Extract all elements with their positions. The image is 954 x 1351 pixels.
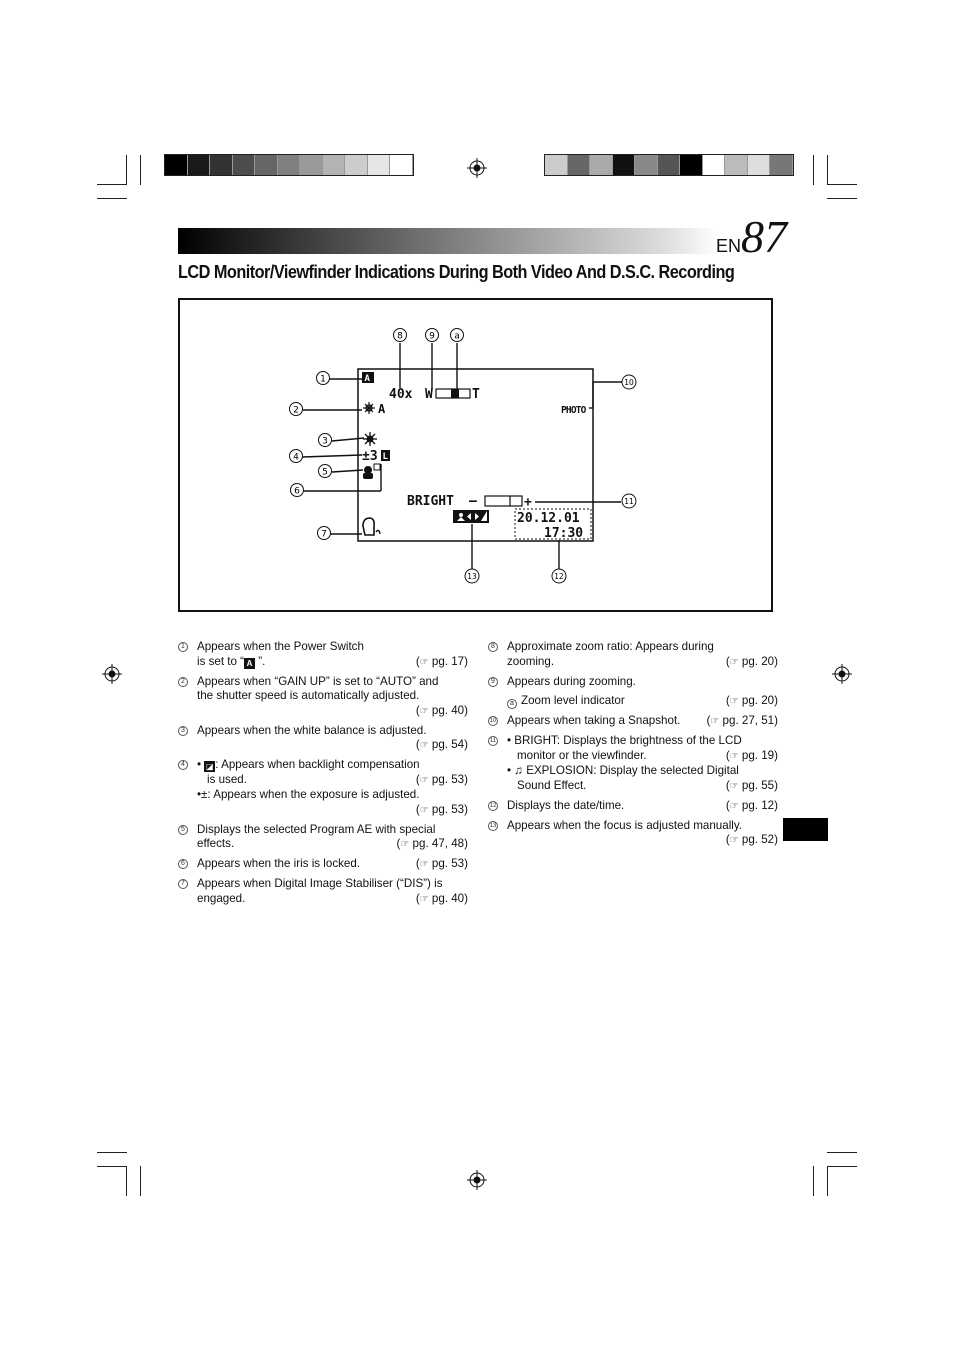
pointing-hand-icon: ☞ [400, 839, 410, 850]
page-ref: (☞ pg. 40) [415, 891, 468, 905]
iris-lock-letter: L [382, 452, 388, 462]
pointing-hand-icon: ☞ [419, 859, 429, 870]
legend-item-12 [488, 799, 778, 815]
item-number: 8 [488, 642, 498, 652]
item-text: the shutter speed is automatically adjusted. [197, 689, 420, 702]
crop-mark [827, 198, 857, 199]
item-number: 3 [178, 726, 188, 736]
crop-mark [97, 1166, 127, 1167]
item-number: 5 [178, 825, 188, 835]
item-number: 9 [488, 677, 498, 687]
auto-mode-icon: A [244, 658, 255, 669]
crop-mark [140, 155, 141, 185]
legend-item-7 [178, 877, 468, 907]
auto-icon-letter: A [364, 374, 370, 384]
registration-mark-icon [467, 1170, 487, 1190]
pointing-hand-icon: ☞ [729, 800, 739, 812]
item-number: 1 [178, 642, 188, 652]
bright-minus: – [469, 494, 477, 509]
gain-auto-letter: A [378, 402, 386, 416]
color-bar-right [544, 154, 794, 176]
pointing-hand-icon: ☞ [419, 656, 429, 668]
pointing-hand-icon: ☞ [729, 696, 739, 707]
item-number: 4 [178, 760, 188, 770]
page-ref: (☞ pg. 17) [415, 654, 468, 668]
page-ref: (☞ pg. 54) [415, 738, 468, 751]
crop-mark [97, 1152, 127, 1153]
item-text: Displays the date/time. [507, 798, 625, 812]
item-number: 6 [178, 859, 188, 869]
legend-item-11 [488, 734, 778, 794]
callout-3: 3 [322, 436, 328, 447]
item-text: a Zoom level indicator [507, 694, 625, 710]
callout-10: 10 [624, 378, 634, 387]
pointing-hand-icon: ☞ [729, 835, 739, 846]
item-text: engaged. [197, 891, 246, 905]
lang-prefix: EN [716, 236, 742, 256]
crop-mark [126, 155, 127, 185]
callout-8: 8 [397, 331, 403, 342]
callout-11: 11 [624, 497, 634, 506]
item-text: is set to “ A ”. [197, 654, 266, 668]
white-balance-icon [363, 432, 377, 446]
crop-mark [813, 1166, 814, 1196]
legend-item-8 [488, 640, 778, 670]
legend-item-10 [488, 714, 778, 730]
time-text: 17:30 [544, 526, 584, 541]
legend-item-5 [178, 823, 468, 853]
callout-6: 6 [294, 486, 300, 497]
legend-item-13 [488, 819, 778, 849]
callout-13: 13 [467, 572, 477, 581]
callout-9: 9 [429, 331, 435, 342]
item-text: Appears when “GAIN UP” is set to “AUTO” and [197, 674, 439, 688]
item-text: Appears during zooming. [507, 674, 636, 688]
legend-item-9 [488, 675, 778, 710]
music-note-icon: ♫ [514, 764, 523, 777]
bright-label: BRIGHT [407, 494, 454, 509]
pointing-hand-icon: ☞ [710, 716, 720, 727]
date-text: 20.12.01 [517, 511, 580, 526]
registration-mark-icon [102, 664, 122, 684]
item-text: Appears when taking a Snapshot. [507, 714, 681, 727]
pointing-hand-icon: ☞ [729, 656, 739, 668]
pointing-hand-icon: ☞ [419, 705, 429, 717]
page-ref: (☞ pg. 12) [725, 798, 778, 812]
page-ref: (☞ pg. 27, 51) [706, 714, 778, 727]
page-ref: (☞ pg. 53) [415, 802, 468, 816]
color-bar-left [164, 154, 414, 176]
diagram-frame [178, 298, 773, 612]
lcd-diagram [180, 300, 771, 610]
page-ref: (☞ pg. 53) [415, 772, 468, 786]
item-text: Appears when the focus is adjusted manually. [507, 818, 743, 832]
page-ref: (☞ pg. 40) [415, 703, 468, 717]
page-title: LCD Monitor/Viewfinder Indications During Both Video And D.S.C. Recording [178, 261, 735, 282]
header-gradient-bar [178, 228, 718, 254]
legend-item-1 [178, 640, 468, 670]
pointing-hand-icon: ☞ [729, 780, 739, 792]
item-number: 13 [489, 822, 497, 829]
zoom-w: W [425, 387, 433, 402]
page-ref: (☞ pg. 53) [415, 857, 468, 870]
zoom-t: T [472, 387, 480, 402]
legend-left [178, 640, 468, 912]
page-ref: (☞ pg. 20) [725, 654, 778, 668]
crop-mark [126, 1166, 127, 1196]
sub-item-number: a [507, 699, 517, 709]
item-text: •±: Appears when the exposure is adjusted. [197, 788, 420, 801]
registration-mark-icon [832, 664, 852, 684]
item-text: Displays the selected Program AE with special [197, 822, 436, 836]
section-tab [783, 818, 828, 841]
zoom-level-indicator [451, 389, 459, 398]
callout-a: a [454, 331, 460, 342]
crop-mark [813, 155, 814, 185]
focus-icon [453, 510, 489, 523]
item-number: 2 [178, 677, 188, 687]
item-number: 12 [489, 802, 497, 809]
legend-item-4 [178, 758, 468, 818]
crop-mark [140, 1166, 141, 1196]
crop-mark [827, 184, 857, 185]
item-text: Approximate zoom ratio: Appears during [507, 640, 714, 653]
item-text: Appears when the white balance is adjusted. [197, 723, 427, 737]
legend-item-6 [178, 857, 468, 873]
item-text: Appears when the iris is locked. [197, 857, 361, 870]
crop-mark [827, 1166, 857, 1167]
item-text: Sound Effect. [517, 778, 587, 792]
pointing-hand-icon: ☞ [419, 804, 429, 816]
item-text: effects. [197, 837, 235, 850]
pointing-hand-icon: ☞ [419, 774, 429, 786]
pointing-hand-icon: ☞ [729, 750, 739, 762]
legend-item-3 [178, 724, 468, 754]
legend-right [488, 640, 778, 853]
item-text: Appears when the Power Switch [197, 640, 364, 653]
item-text: zooming. [507, 654, 555, 668]
item-text: Appears when Digital Image Stabiliser (“DIS”) is [197, 877, 443, 890]
callout-7: 7 [321, 529, 327, 540]
item-number: 10 [489, 718, 497, 724]
item-number: 7 [178, 879, 188, 889]
callout-4: 4 [293, 452, 299, 463]
item-text: • ◪ : Appears when backlight compensation [197, 758, 420, 771]
item-text: is used. [207, 772, 247, 786]
page-ref: (☞ pg. 20) [725, 694, 778, 707]
callout-1: 1 [320, 374, 326, 385]
page-ref: (☞ pg. 55) [725, 778, 778, 792]
exposure-value: ±3 [362, 449, 378, 464]
item-number: 11 [489, 738, 497, 744]
zoom-ratio: 40x [389, 387, 413, 402]
crop-mark [827, 155, 828, 185]
item-text: • BRIGHT: Displays the brightness of the LCD [507, 734, 742, 747]
page-number-value: 87 [741, 211, 788, 262]
registration-mark-icon [467, 158, 487, 178]
bright-bar [485, 496, 522, 506]
photo-indicator: PHOTO [561, 405, 586, 416]
callout-12: 12 [554, 572, 564, 581]
backlight-icon: ◪ [206, 762, 214, 771]
callout-5: 5 [322, 467, 328, 478]
crop-mark [97, 198, 127, 199]
pointing-hand-icon: ☞ [419, 893, 429, 905]
page-ref: (☞ pg. 52) [725, 833, 778, 846]
item-text: • ♫ EXPLOSION: Display the selected Digital [507, 764, 739, 777]
callout-2: 2 [293, 405, 299, 416]
pointing-hand-icon: ☞ [419, 740, 429, 751]
page-ref: (☞ pg. 47, 48) [396, 837, 468, 850]
bright-plus: + [524, 495, 532, 510]
page-ref: (☞ pg. 19) [725, 748, 778, 762]
legend-item-2 [178, 675, 468, 720]
item-text: monitor or the viewfinder. [517, 748, 647, 762]
crop-mark [827, 1152, 857, 1153]
crop-mark [97, 184, 127, 185]
crop-mark [827, 1166, 828, 1196]
